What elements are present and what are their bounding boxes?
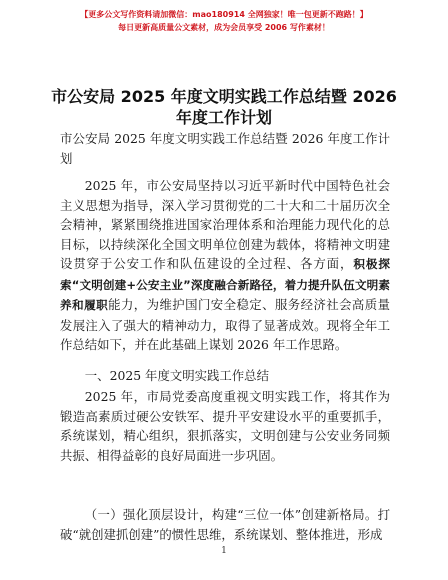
- promo-banner: [0, 8, 448, 34]
- intro-paragraph-part2: 能力，为维护国门安全稳定、服务经济社会高质量发展注入了强大的精神动力，取得了显著成效。现将全年工作总结如下，并在此基础上谋划 2026 年工作思路。: [60, 297, 390, 352]
- document-title-line2: 年度工作计划: [175, 108, 272, 127]
- promo-banner-line1: 【更多公文写作资料请加微信：mao180914 全网独家！唯一包更新不跑路！】: [80, 10, 368, 19]
- document-title-line1: 市公安局 2025 年度文明实践工作总结暨 2026: [51, 87, 397, 106]
- intro-paragraph-part1: 2025 年，市公安局坚持以习近平新时代中国特色社会主义思想为指导，深入学习贯彻党的二十大和二十届历次全会精神，紧紧围绕推进国家治理体系和治理能力现代化的总目标，以持续深化全国文明单位创建为载体，将精神文明建设贯穿于公安工作和队伍建设的全过程、各方面，: [60, 178, 390, 271]
- intro-paragraph-emphasis: 积极探索“文明创建+公安主业”深度融合新路径，着力提升队伍文明素养和履职: [60, 257, 390, 312]
- document-title: [40, 86, 408, 128]
- subsection-1-paragraph: （一）强化顶层设计，构建“三位一体”创建新格局。打破“就创建抓创建”的惯性思维，系统谋划、整体推进，形成: [60, 507, 390, 542]
- document-subtitle: 市公安局 2025 年度文明实践工作总结暨 2026 年度工作计划: [60, 131, 390, 166]
- intro-paragraph: [60, 176, 390, 355]
- page-number: 1: [221, 546, 227, 556]
- promo-banner-line2: 每日更新高质量公文素材，成为会员享受 2006 写作素材！: [118, 23, 330, 32]
- section-1-paragraph: 2025 年，市局党委高度重视文明实践工作，将其作为锻造高素质过硬公安铁军、提升平安建设水平的重要抓手，系统谋划，精心组织，狠抓落实，文明创建与公安业务同频共振、相得益彰的良好局面进一步巩固。: [60, 389, 390, 463]
- section-heading-1: 一、2025 年度文明实践工作总结: [84, 368, 269, 383]
